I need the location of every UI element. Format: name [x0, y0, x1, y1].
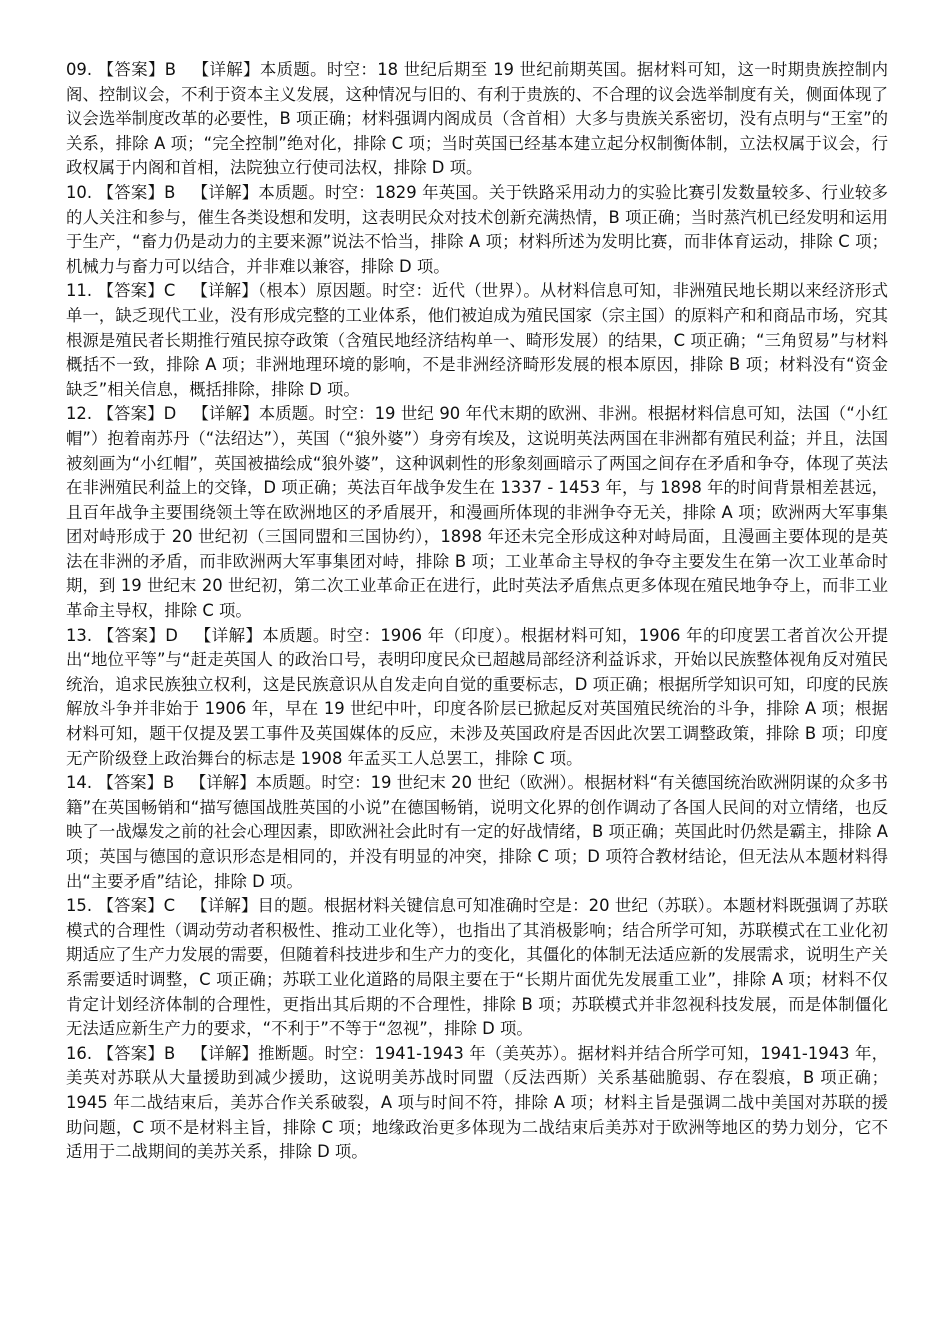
- answer-label: 【答案】C: [97, 281, 176, 301]
- answer-label: 【答案】B: [97, 182, 176, 202]
- answer-item-11: [66, 279, 888, 402]
- explanation-text: （根本）原因题。时空：近代（世界）。从材料信息可知，非洲殖民地长期以来经济形式单一，缺乏现代工业，没有形成完整的工业体系，他们被迫成为殖民国家（宗主国）的原料产和和商品市场，究其根源是殖民者长期推行殖民掠夺政策（含殖民地经济结构单一、畸形发展）的结果，C 项正确；“三角贸易”与材料概括不一致，排除 A 项；非洲地理环境的影响，不是非洲经济畸形发展的根本原因，排除 B 项；材料没有“资金缺乏”相关信息，概括排除，排除 D 项。: [66, 281, 888, 399]
- answer-item-16: [66, 1042, 888, 1165]
- detail-label: 【详解】: [191, 281, 258, 301]
- item-number: 14.: [66, 773, 98, 793]
- answer-label: 【答案】B: [97, 60, 176, 79]
- item-number: 16.: [66, 1043, 98, 1063]
- item-number: 13.: [66, 625, 98, 645]
- explanation-text: 本质题。时空：19 世纪 90 年代末期的欧洲、非洲。根据材料信息可知，法国（“小红帽”）抱着南苏丹（“法绍达”），英国（“狼外婆”）身旁有埃及，这说明英法两国在非洲都有殖民利益；并且，法国被刻画为“小红帽”，英国被描绘成“狼外婆”，这种讽刺性的形象刻画暗示了两国之间存在矛盾和争夺，体现了英法在非洲殖民利益上的交锋，D 项正确；英法百年战争发生在 1337 - 1453 年，与 1898 年的时间背景相差甚远，且百年战争主要围绕领土等在欧洲地区的矛盾展开，和漫画所体现的非洲争夺无关，排除 A 项；欧洲两大军事集团对峙形成于 20 世纪初（三国同盟和三国协约），1898 年还未完全形成这种对峙局面，且漫画主要体现的是英法在非洲的矛盾，而非欧洲两大军事集团对峙，排除 B 项；工业革命主导权的争夺主要发生在第一次工业革命时期，到 19 世纪末 20 世纪初，第二次工业革命正在进行，此时英法矛盾焦点更多体现在殖民地争夺上，而非工业革命主导权，排除 C 项。: [66, 404, 888, 621]
- explanation-text: 本质题。时空：1906 年（印度）。根据材料可知，1906 年的印度罢工者首次公开提出“地位平等”与“赶走英国人 的政治口号，表明印度民众已超越局部经济利益诉求，开始以民族整体视角反对殖民统治，追求民族独立权利，这是民族意识从自发走向自觉的重要标志，D 项正确；根据所学知识可知，印度的民族解放斗争并非始于 1906 年，早在 19 世纪中叶，印度各阶层已掀起反对英国殖民统治的斗争，排除 A 项；根据材料可知，题干仅提及罢工事件及英国媒体的反应，未涉及英国政府是否因此次罢工调整政策，排除 B 项；印度无产阶级登上政治舞台的标志是 1908 年孟买工人总罢工，排除 C 项。: [66, 625, 888, 768]
- detail-label: 【详解】: [191, 182, 259, 202]
- answer-label: 【答案】D: [97, 404, 177, 424]
- answer-label: 【答案】B: [97, 1043, 176, 1063]
- explanation-text: 本质题。时空：19 世纪末 20 世纪（欧洲）。根据材料“有关德国统治欧洲阴谋的众多书籍”在英国畅销和“描写德国战胜英国的小说”在德国畅销，说明文化界的创作调动了各国人民间的对立情绪，也反映了一战爆发之前的社会心理因素，即欧洲社会此时有一定的好战情绪，B 项正确；英国此时仍然是霸主，排除 A 项；英国与德国的意识形态是相同的，并没有明显的冲突，排除 C 项；D 项符合教材结论，但无法从本题材料得出“主要矛盾”结论，排除 D 项。: [66, 773, 889, 891]
- explanation-text: 目的题。根据材料关键信息可知准确时空是：20 世纪（苏联）。本题材料既强调了苏联模式的合理性（调动劳动者积极性、推动工业化等），也指出了其消极影响；结合所学可知，苏联模式在工业化初期适应了生产力发展的需要，但随着科技进步和生产力的变化，其僵化的体制无法适应新的发展需求，说明生产关系需要适时调整，C 项正确；苏联工业化道路的局限主要在于“长期片面优先发展重工业”，排除 A 项；材料不仅肯定计划经济体制的合理性，更指出其后期的不合理性，排除 B 项；苏联模式并非忽视科技发展，而是体制僵化无法适应新生产力的要求，“不利于”不等于“忽视”，排除 D 项。: [66, 896, 889, 1039]
- detail-label: 【详解】: [192, 60, 260, 79]
- answer-item-09: [66, 58, 888, 181]
- item-number: 12.: [66, 404, 98, 424]
- detail-label: 【详解】: [189, 773, 256, 793]
- explanation-text: 推断题。时空：1941-1943 年（美英苏）。据材料并结合所学可知，1941-1943 年，美英对苏联从大量援助到减少援助，这说明美苏战时同盟（反法西斯）关系基础脆弱、存在裂痕，B 项正确；1945 年二战结束后，美苏合作关系破裂，A 项与时间不符，排除 A 项；材料主旨是强调二战中美国对苏联的援助问题，C 项不是材料主旨，排除 C 项；地缘政治更多体现为二战结束后美苏对于欧洲等地区的势力划分，它不适用于二战期间的美苏关系，排除 D 项。: [66, 1043, 888, 1162]
- explanation-text: 本质题。时空：18 世纪后期至 19 世纪前期英国。据材料可知，这一时期贵族控制内阁、控制议会，不利于资本主义发展，这种情况与旧的、有利于贵族的、不合理的议会选举制度有关，侧面体现了议会选举制度改革的必要性，B 项正确；材料强调内阁成员（含首相）大多与贵族关系密切，没有点明与“王室”的关系，排除 A 项；“完全控制”绝对化，排除 C 项；当时英国已经基本建立起分权制衡体制，立法权属于议会，行政权属于内阁和首相，法院独立行使司法权，排除 D 项。: [66, 60, 889, 178]
- answer-item-10: [66, 181, 888, 279]
- answer-item-15: [66, 894, 888, 1042]
- answer-item-14: [66, 771, 888, 894]
- answer-label: 【答案】D: [97, 625, 178, 645]
- detail-label: 【详解】: [192, 404, 259, 424]
- answer-label: 【答案】B: [97, 773, 175, 793]
- answer-item-12: [66, 402, 888, 623]
- item-number: 15.: [66, 896, 98, 916]
- item-number: 10.: [66, 182, 98, 202]
- item-number: 11.: [66, 281, 98, 301]
- item-number: 09.: [66, 60, 98, 79]
- explanation-text: 本质题。时空：1829 年英国。关于铁路采用动力的实验比赛引发数量较多、行业较多的人关注和参与，催生各类设想和发明，这表明民众对技术创新充满热情，B 项正确；当时蒸汽机已经发明和运用于生产，“畜力仍是动力的主要来源”说法不恰当，排除 A 项；材料所述为发明比赛，而非体育运动，排除 C 项；机械力与畜力可以结合，并非难以兼容，排除 D 项。: [66, 182, 889, 276]
- answer-label: 【答案】C: [97, 896, 176, 916]
- detail-label: 【详解】: [194, 625, 263, 645]
- detail-label: 【详解】: [191, 896, 258, 916]
- detail-label: 【详解】: [191, 1043, 259, 1063]
- answer-item-13: [66, 624, 888, 772]
